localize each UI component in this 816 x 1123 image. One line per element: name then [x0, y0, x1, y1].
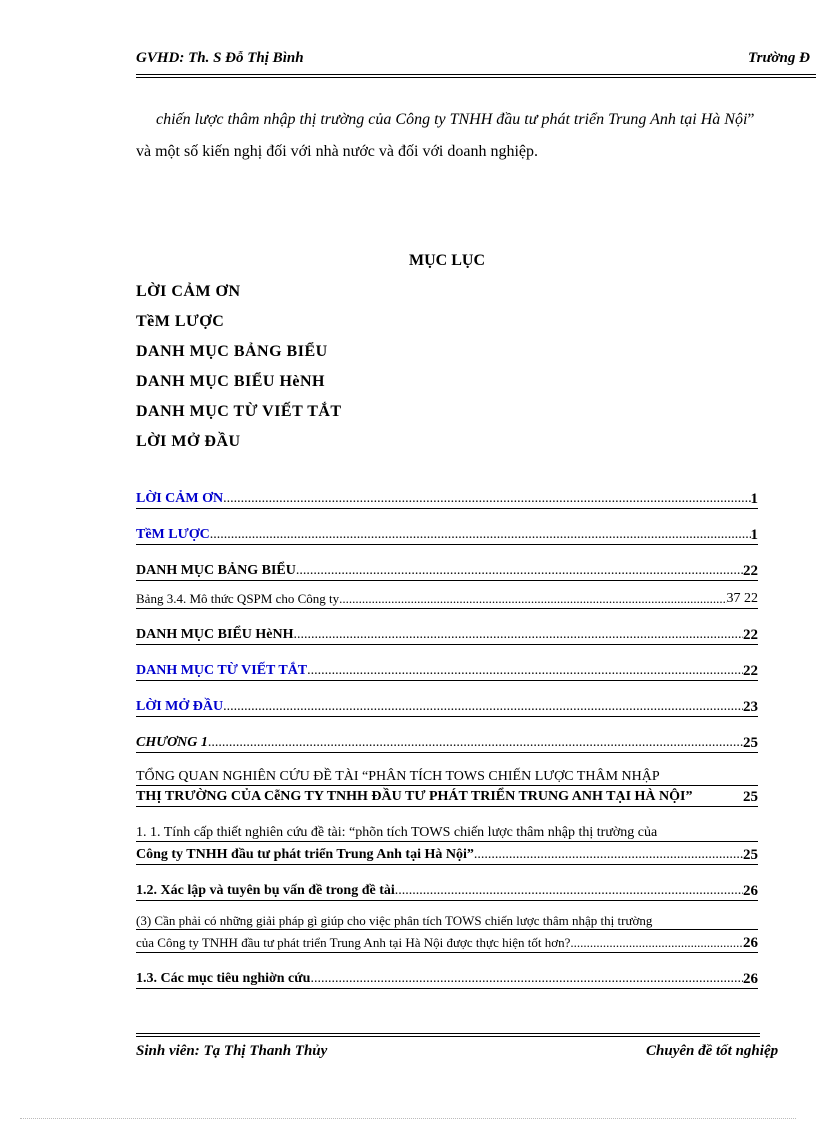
toc-entry-1-2[interactable] [136, 883, 758, 901]
toc-entry-tom-luoc[interactable] [136, 527, 758, 545]
toc-entry-title-line1[interactable]: TỔNG QUAN NGHIÊN CỨU ĐỀ TÀI “PHÂN TÍCH TOWS CHIẾN LƯỢC THÂM NHẬP [136, 769, 758, 786]
toc-entry-title[interactable]: CHƯƠNG 1 [136, 735, 208, 750]
toc-entry-title[interactable]: DANH MỤC TỪ VIẾT TẮT [136, 663, 308, 678]
toc-plain-item: TềM LƯỢC [136, 313, 225, 330]
toc-entry-page: 1 [750, 527, 758, 543]
toc-entry-loi-mo-dau[interactable] [136, 699, 758, 717]
toc-plain-item: DANH MỤC BẢNG BIỂU [136, 343, 328, 360]
toc-entry-danh-muc-tu-viet-tat[interactable] [136, 663, 758, 681]
toc-plain-list [136, 282, 342, 462]
toc-entry-page: 1 [750, 491, 758, 507]
toc-entry-title[interactable]: 1.2. Xác lập và tuyên bụ vấn đề trong đề tài [136, 883, 395, 898]
toc-entry-title[interactable]: LỜI MỞ ĐẦU [136, 699, 224, 714]
intro-paragraph [136, 104, 758, 168]
toc-plain-item: LỜI CẢM ƠN [136, 283, 241, 300]
toc-entry-title-line1[interactable]: (3) Cần phải có những giải pháp gì giúp cho việc phân tích TOWS chiến lược thâm nhập thị trường [136, 913, 758, 930]
toc-entry-page: 26 [743, 935, 758, 951]
footer-rule-double [136, 1036, 760, 1037]
toc-entry-danh-muc-bieu-hinh[interactable] [136, 627, 758, 645]
toc-entry-1-1[interactable] [136, 825, 758, 865]
toc-entry-chuong-1[interactable] [136, 735, 758, 753]
toc-entry-page: 25 [743, 789, 758, 805]
toc-entry-title[interactable]: 1.3. Các mục tiêu nghiờn cứu [136, 971, 311, 986]
toc-entry-danh-muc-bang-bieu[interactable] [136, 563, 758, 581]
intro-normal: ” và một số kiến nghị đối với nhà nước và đối với doanh nghiệp. [136, 111, 755, 160]
toc-entry-title[interactable]: Bảng 3.4. Mô thức QSPM cho Công ty [136, 591, 340, 606]
toc-entry-title[interactable]: TềM LƯỢC [136, 527, 210, 542]
toc-entry-page: 23 [743, 699, 758, 715]
toc-entry-page: 22 [743, 627, 758, 643]
toc-entry-bang-3-4[interactable] [136, 591, 758, 609]
toc-entry-page: 25 [743, 847, 758, 863]
toc-entries [136, 485, 758, 989]
toc-entry-title[interactable]: DANH MỤC BẢNG BIỂU [136, 563, 296, 578]
toc-plain-item: LỜI MỞ ĐẦU [136, 433, 241, 450]
page-edge-dotted-line [20, 1118, 796, 1119]
toc-entry-title-line2[interactable]: Công ty TNHH đầu tư phát triển Trung Anh tại Hà Nội” [136, 847, 474, 862]
toc-plain-item: DANH MỤC BIỂU HèNH [136, 373, 325, 390]
toc-entry-page: 25 [743, 735, 758, 751]
toc-entry-1-3[interactable] [136, 971, 758, 989]
toc-title: MỤC LỤC [409, 252, 485, 269]
toc-entry-3[interactable] [136, 913, 758, 953]
toc-entry-page: 26 [743, 971, 758, 987]
toc-entry-title-line2[interactable]: của Công ty TNHH đầu tư phát triển Trung Anh tại Hà Nội được thực hiện tốt hơn? [136, 935, 571, 950]
toc-entry-page: 37 22 [726, 591, 758, 606]
header-rule-double [136, 77, 816, 78]
toc-plain-item: DANH MỤC TỪ VIẾT TẮT [136, 403, 342, 420]
footer-student: Sinh viên: Tạ Thị Thanh Thủy [136, 1043, 328, 1059]
toc-entry-page: 26 [743, 883, 758, 899]
toc-entry-title-line1[interactable]: 1. 1. Tính cấp thiết nghiên cứu đề tài: “phõn tích TOWS chiến lược thâm nhập thị trường của [136, 825, 758, 842]
footer-doc-type: Chuyên đề tốt nghiệp [646, 1043, 779, 1059]
header-rule [136, 74, 816, 75]
toc-entry-title[interactable]: LỜI CẢM ƠN [136, 491, 224, 506]
footer-rule [136, 1033, 760, 1034]
toc-entry-loi-cam-on[interactable] [136, 491, 758, 509]
toc-entry-title[interactable]: DANH MỤC BIỂU HèNH [136, 627, 294, 642]
toc-entry-page: 22 [743, 563, 758, 579]
toc-entry-tong-quan[interactable] [136, 769, 758, 807]
toc-entry-page: 22 [743, 663, 758, 679]
header-advisor: GVHD: Th. S Đỗ Thị Bình [136, 50, 304, 66]
intro-italic: chiến lược thâm nhập thị trường của Công ty TNHH đầu tư phát triển Trung Anh tại Hà Nội [156, 111, 748, 128]
toc-entry-title-line2[interactable]: THỊ TRƯỜNG CỦA CễNG TY TNHH ĐẦU TƯ PHÁT TRIỂN TRUNG ANH TẠI HÀ NỘI” [136, 789, 693, 804]
header-school: Trường Đ [748, 50, 810, 66]
